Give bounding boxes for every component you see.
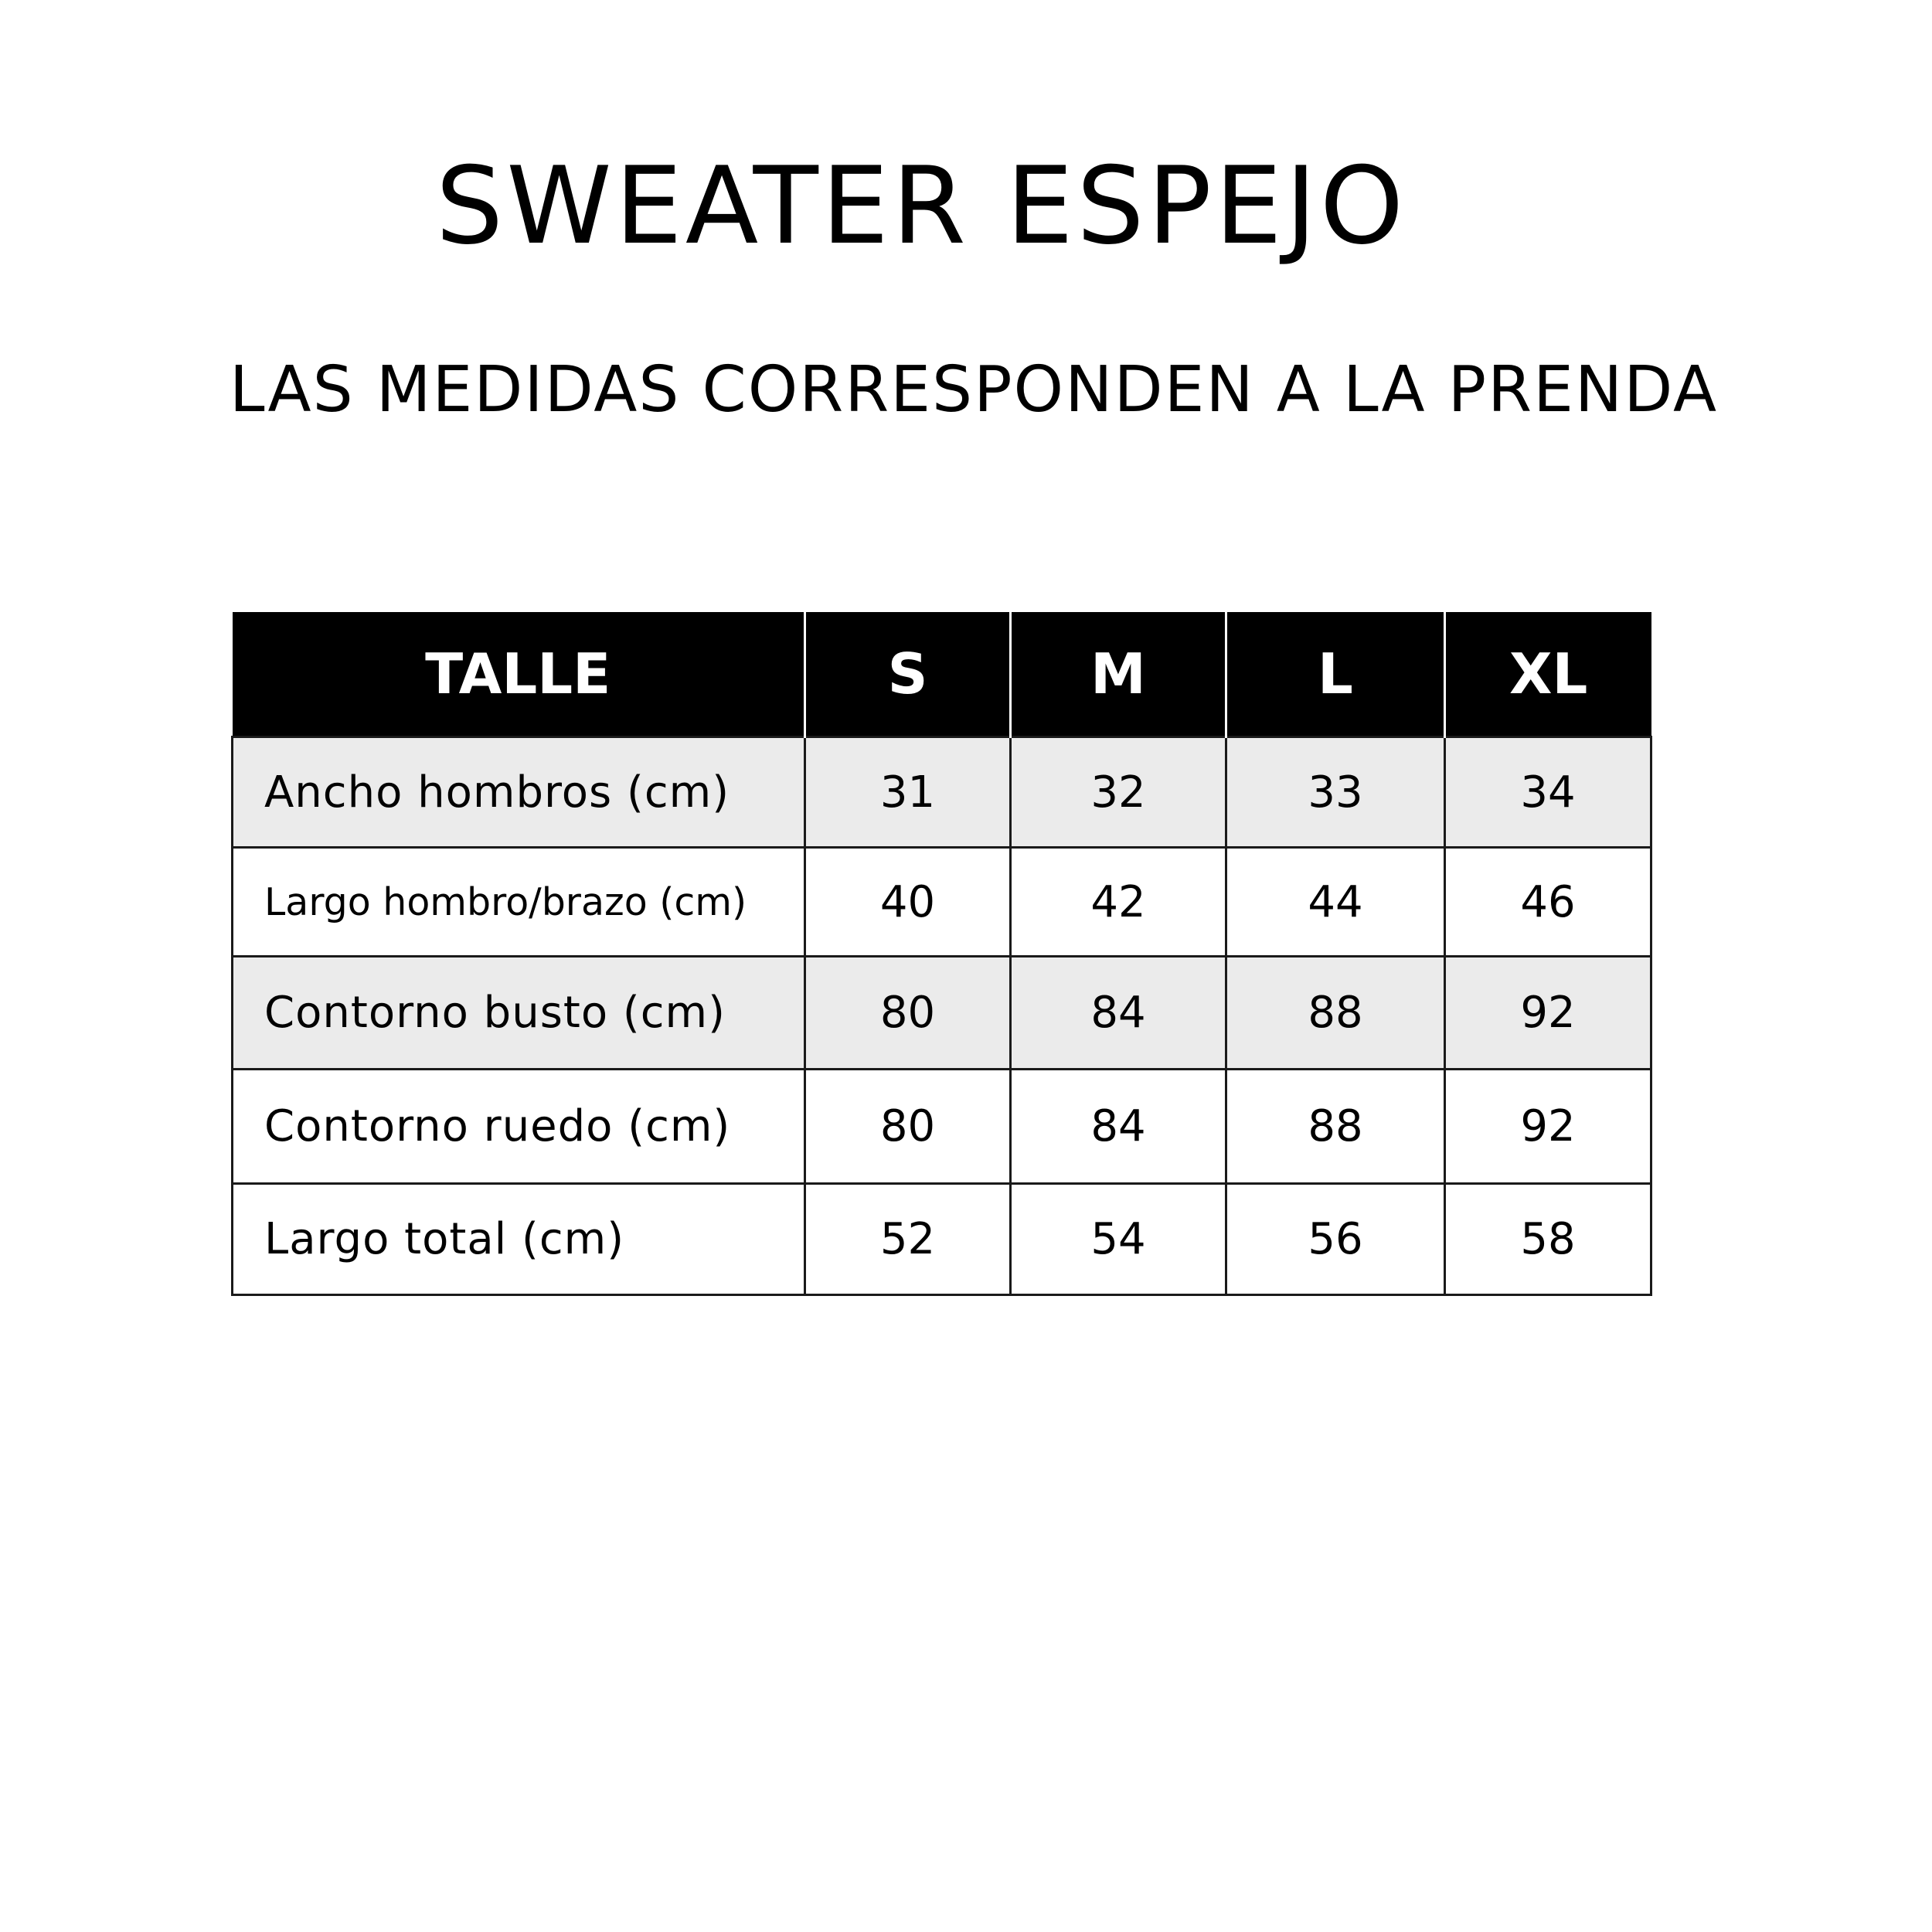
cell-value: 92 (1445, 1070, 1651, 1184)
table-row (233, 737, 1651, 848)
cell-value: 42 (1011, 848, 1226, 957)
size-table (231, 612, 1652, 1296)
header-size-m: M (1011, 612, 1226, 737)
header-size-xl: XL (1445, 612, 1651, 737)
cell-value: 34 (1445, 737, 1651, 848)
header-size-s: S (805, 612, 1011, 737)
cell-value: 92 (1445, 957, 1651, 1070)
cell-value: 58 (1445, 1184, 1651, 1295)
page-title: SWEATER ESPEJO (435, 144, 1407, 268)
table-row (233, 848, 1651, 957)
cell-value: 88 (1226, 1070, 1445, 1184)
cell-value: 80 (805, 1070, 1011, 1184)
table-header-row (233, 612, 1651, 737)
cell-value: 52 (805, 1184, 1011, 1295)
cell-value: 32 (1011, 737, 1226, 848)
row-label: Contorno busto (cm) (233, 957, 805, 1070)
cell-value: 54 (1011, 1184, 1226, 1295)
header-size-l: L (1226, 612, 1445, 737)
row-label: Contorno ruedo (cm) (233, 1070, 805, 1184)
cell-value: 84 (1011, 957, 1226, 1070)
cell-value: 88 (1226, 957, 1445, 1070)
cell-value: 33 (1226, 737, 1445, 848)
cell-value: 31 (805, 737, 1011, 848)
row-label: Ancho hombros (cm) (233, 737, 805, 848)
table-row (233, 1184, 1651, 1295)
cell-value: 56 (1226, 1184, 1445, 1295)
header-talle: TALLE (233, 612, 805, 737)
cell-value: 44 (1226, 848, 1445, 957)
cell-value: 80 (805, 957, 1011, 1070)
cell-value: 46 (1445, 848, 1651, 957)
page-subtitle: LAS MEDIDAS CORRESPONDEN A LA PRENDA (229, 353, 1719, 427)
table-row (233, 1070, 1651, 1184)
table-row (233, 957, 1651, 1070)
row-label: Largo hombro/brazo (cm) (233, 848, 805, 957)
row-label: Largo total (cm) (233, 1184, 805, 1295)
cell-value: 84 (1011, 1070, 1226, 1184)
cell-value: 40 (805, 848, 1011, 957)
